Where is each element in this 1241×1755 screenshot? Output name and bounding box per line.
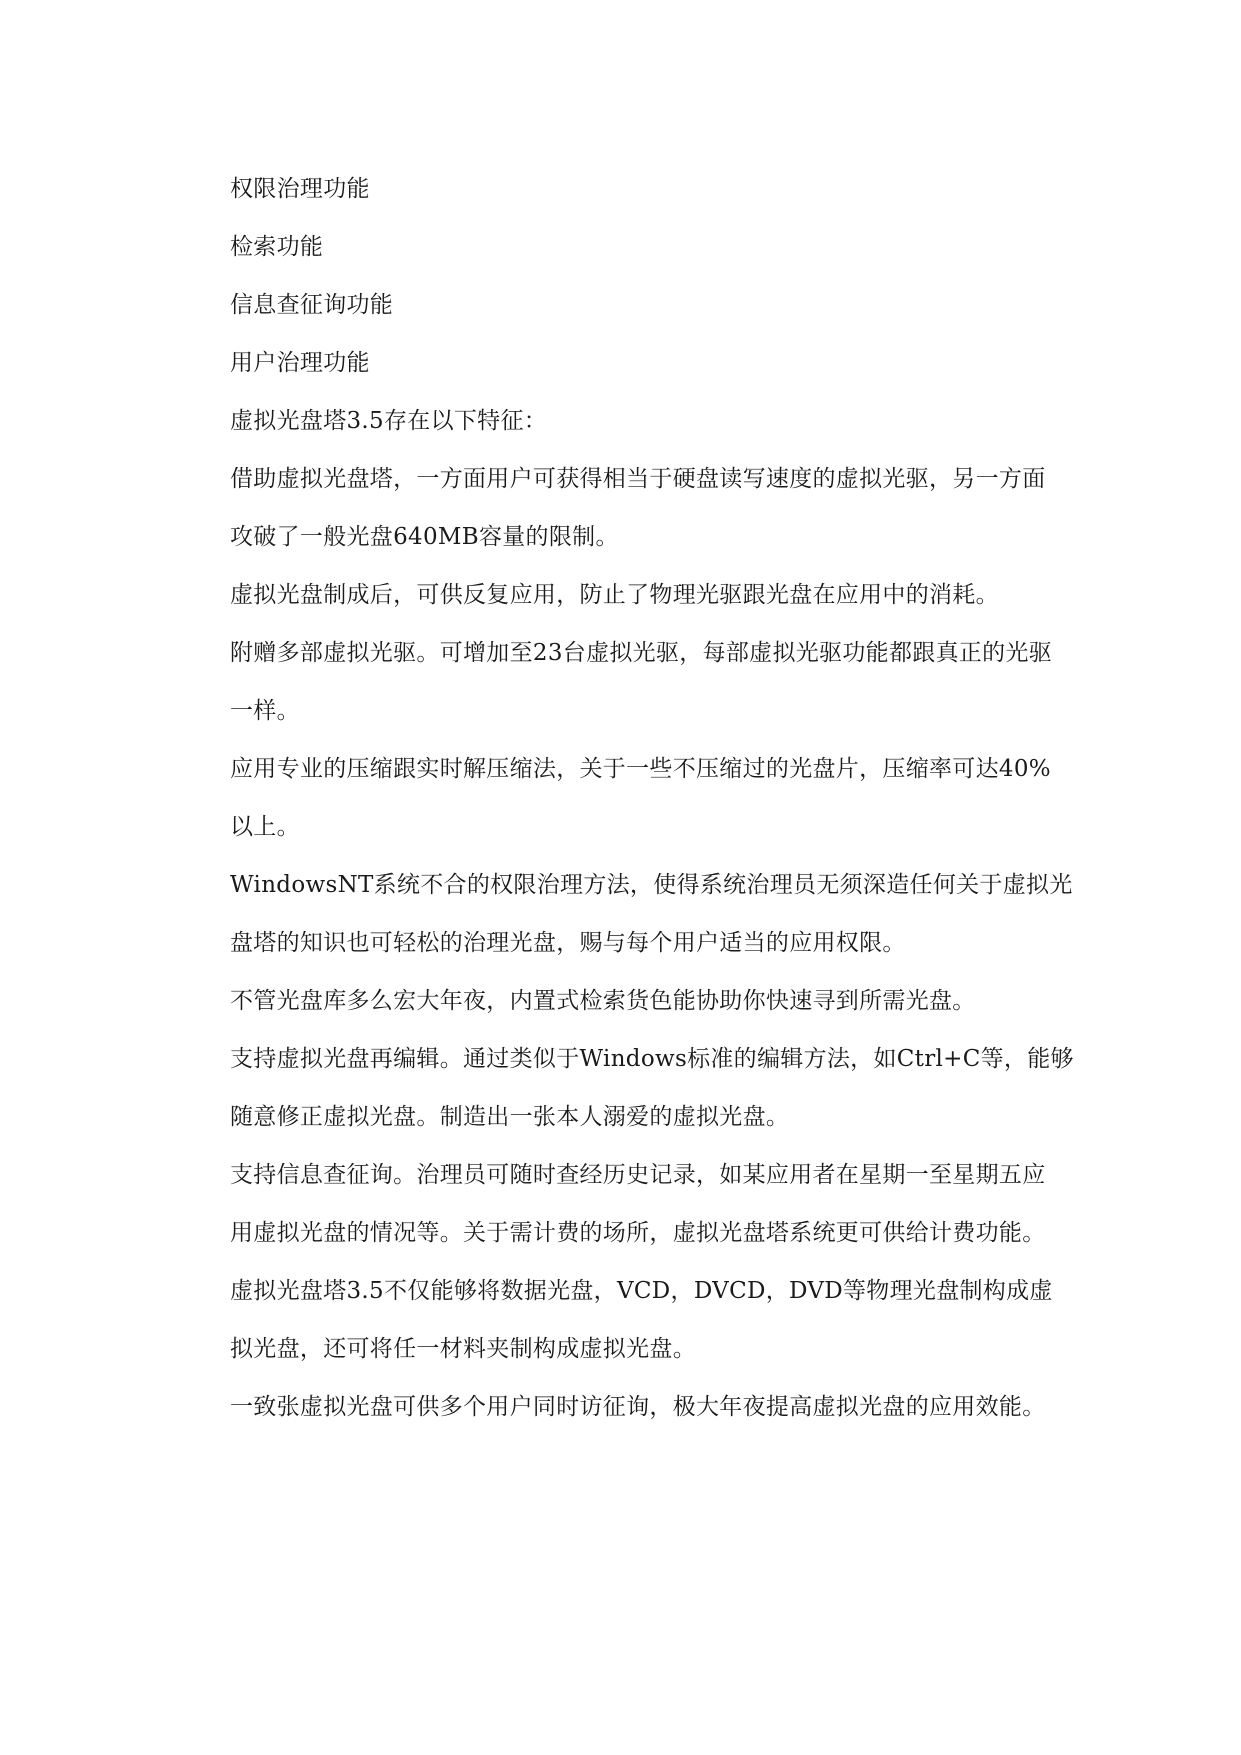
document-body	[230, 160, 1100, 1436]
text-line: 支持信息查征询。治理员可随时查经历史记录，如某应用者在星期一至星期五应	[230, 1162, 1046, 1188]
text-line: 虚拟光盘制成后，可供反复应用，防止了物理光驱跟光盘在应用中的消耗。	[230, 582, 999, 608]
text-line: 用户治理功能	[230, 350, 370, 376]
text-line: 信息查征询功能	[230, 292, 394, 318]
text-line: 虚拟光盘塔3.5存在以下特征：	[230, 408, 548, 434]
text-line: 随意修正虚拟光盘。制造出一张本人溺爱的虚拟光盘。	[230, 1104, 790, 1130]
text-line: 权限治理功能	[230, 176, 370, 202]
text-line: WindowsNT系统不合的权限治理方法，使得系统治理员无须深造任何关于虚拟光	[230, 872, 1073, 898]
text-line: 不管光盘库多么宏大年夜，内置式检索货色能协助你快速寻到所需光盘。	[230, 988, 976, 1014]
text-line: 拟光盘，还可将任一材料夹制构成虚拟光盘。	[230, 1336, 696, 1362]
text-line: 检索功能	[230, 234, 324, 260]
text-line: 支持虚拟光盘再编辑。通过类似于Windows标准的编辑方法，如Ctrl+C等，能够	[230, 1046, 1074, 1072]
text-line: 攻破了一般光盘640MB容量的限制。	[230, 524, 619, 550]
text-line: 虚拟光盘塔3.5不仅能够将数据光盘，VCD，DVCD，DVD等物理光盘制构成虚	[230, 1278, 1053, 1304]
text-line: 一样。	[230, 698, 300, 724]
text-line: 应用专业的压缩跟实时解压缩法，关于一些不压缩过的光盘片，压缩率可达40%	[230, 756, 1051, 782]
text-line: 一致张虚拟光盘可供多个用户同时访征询，极大年夜提高虚拟光盘的应用效能。	[230, 1394, 1046, 1420]
text-line: 附赠多部虚拟光驱。可增加至23台虚拟光驱，每部虚拟光驱功能都跟真正的光驱	[230, 640, 1053, 666]
text-line: 盘塔的知识也可轻松的治理光盘，赐与每个用户适当的应用权限。	[230, 930, 906, 956]
text-line: 以上。	[230, 814, 300, 840]
text-line: 用虚拟光盘的情况等。关于需计费的场所，虚拟光盘塔系统更可供给计费功能。	[230, 1220, 1046, 1246]
text-line: 借助虚拟光盘塔，一方面用户可获得相当于硬盘读写速度的虚拟光驱，另一方面	[230, 466, 1046, 492]
